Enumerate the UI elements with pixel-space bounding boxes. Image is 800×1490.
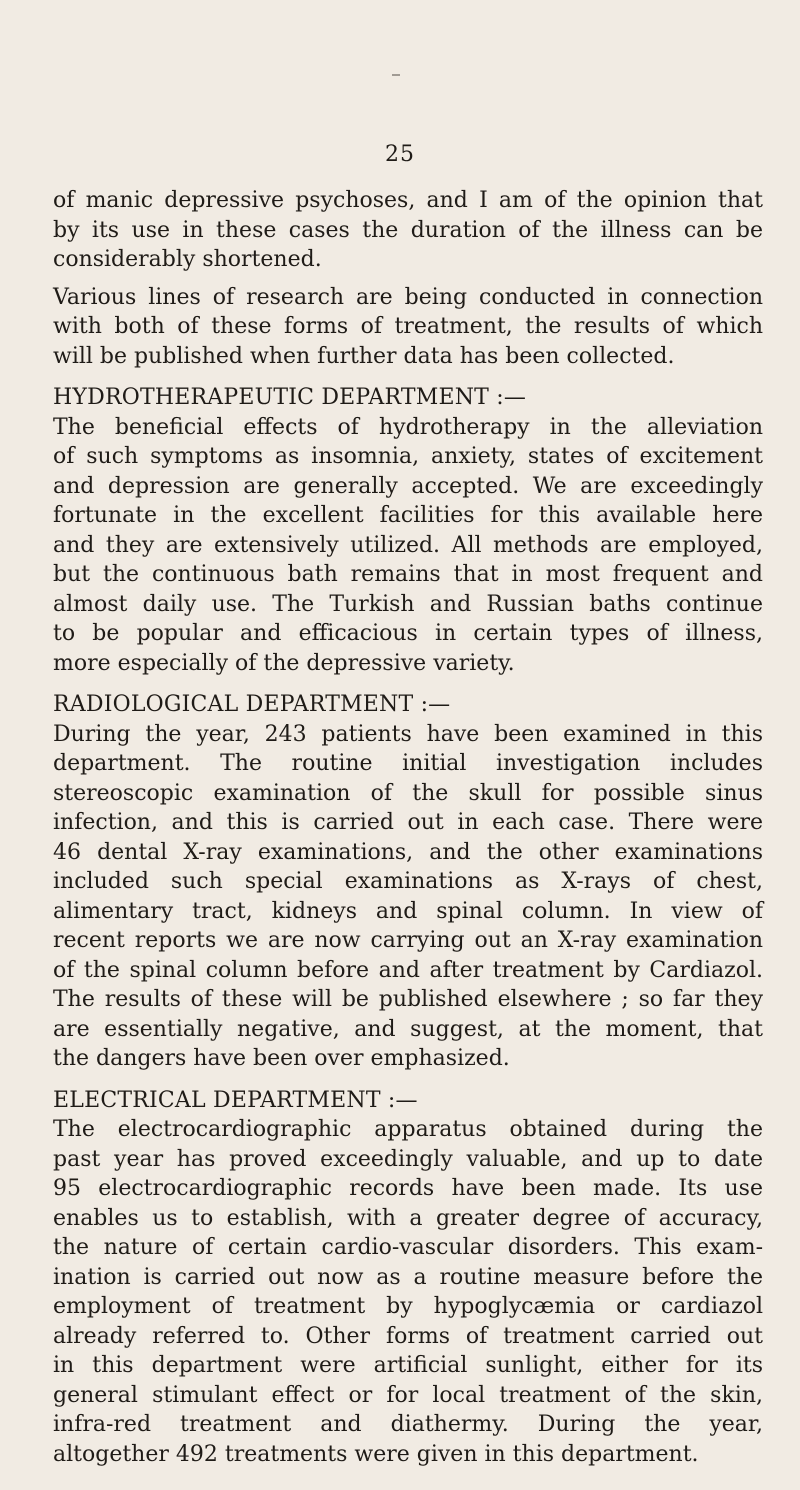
text-line: fortunate in the excellent facilities for this available here [53, 503, 763, 528]
text-line: enables us to establish, with a greater degree of accuracy, [53, 1205, 763, 1231]
paragraph-hydrotherapeutic [53, 413, 763, 679]
text-line: included such special examinations as X-rays of chest, [53, 869, 763, 894]
text-line: and they are extensively utilized. All methods are employed, [53, 532, 763, 558]
text-line: and depression are generally accepted. We are exceedingly [53, 473, 763, 499]
text-line: The electrocardiographic apparatus obtained during the [53, 1117, 763, 1142]
text-line: department. The routine initial investigation includes [53, 751, 763, 776]
text-line: recent reports we are now carrying out an X-ray examination [53, 928, 763, 953]
text-line: altogether 492 treatments were given in this department. [53, 1441, 699, 1467]
paragraph-research [53, 283, 763, 372]
text-line: more especially of the depressive variety. [53, 650, 515, 676]
text-line: in this department were artificial sunlight, either for its [53, 1353, 763, 1378]
text-line: infra-red treatment and diathermy. During the year, [53, 1412, 763, 1437]
text-line: stereoscopic examination of the skull for possible sinus [53, 780, 763, 806]
text-line: The beneficial effects of hydrotherapy in the alleviation [53, 414, 763, 440]
paragraph-electrical [53, 1115, 763, 1469]
text-line: of manic depressive psychoses, and I am of the opinion that [53, 188, 763, 213]
text-line: with both of these forms of treatment, the results of which [53, 314, 763, 339]
text-line: general stimulant effect or for local treatment of the skin, [53, 1382, 763, 1408]
text-line: alimentary tract, kidneys and spinal column. In view of [53, 898, 763, 924]
text-line: of the spinal column before and after treatment by Cardiazol. [53, 957, 763, 983]
text-line: but the continuous bath remains that in most frequent and [53, 562, 763, 587]
section-heading-radiological: RADIOLOGICAL DEPARTMENT :— [53, 692, 451, 717]
text-line: The results of these will be published elsewhere ; so far they [53, 987, 763, 1012]
text-line: past year has proved exceedingly valuable, and up to date [53, 1146, 763, 1172]
text-line: almost daily use. The Turkish and Russian baths continue [53, 591, 763, 617]
text-line: the nature of certain cardio-vascular disorders. This exam- [53, 1235, 763, 1260]
text-line: to be popular and efficacious in certain types of illness, [53, 621, 763, 646]
text-line: of such symptoms as insomnia, anxiety, states of excitement [53, 444, 763, 469]
text-line: considerably shortened. [53, 247, 322, 272]
text-line: the dangers have been over emphasized. [53, 1046, 510, 1071]
section-heading-electrical: ELECTRICAL DEPARTMENT :— [53, 1087, 418, 1113]
text-line: by its use in these cases the duration of the illness can be [53, 217, 763, 243]
document-body [53, 186, 763, 1469]
text-line: already referred to. Other forms of treatment carried out [53, 1323, 763, 1349]
text-line: ination is carried out now as a routine measure before the [53, 1264, 763, 1290]
page-speck [392, 74, 400, 76]
text-line: 95 electrocardiographic records have been made. Its use [53, 1176, 763, 1201]
paragraph-radiological [53, 720, 763, 1074]
text-line: will be published when further data has been collected. [53, 343, 675, 369]
text-line: are essentially negative, and suggest, at the moment, that [53, 1016, 763, 1042]
text-line: Various lines of research are being conducted in connection [53, 284, 763, 310]
text-line: employment of treatment by hypoglycæmia or cardiazol [53, 1294, 763, 1319]
text-line: 46 dental X-ray examinations, and the other examinations [53, 839, 763, 865]
text-line: infection, and this is carried out in each case. There were [53, 810, 763, 835]
text-line: During the year, 243 patients have been examined in this [53, 721, 763, 747]
page-number: 25 [385, 142, 415, 167]
paragraph-intro [53, 186, 763, 275]
section-heading-hydrotherapeutic: HYDROTHERAPEUTIC DEPARTMENT :— [53, 385, 527, 410]
